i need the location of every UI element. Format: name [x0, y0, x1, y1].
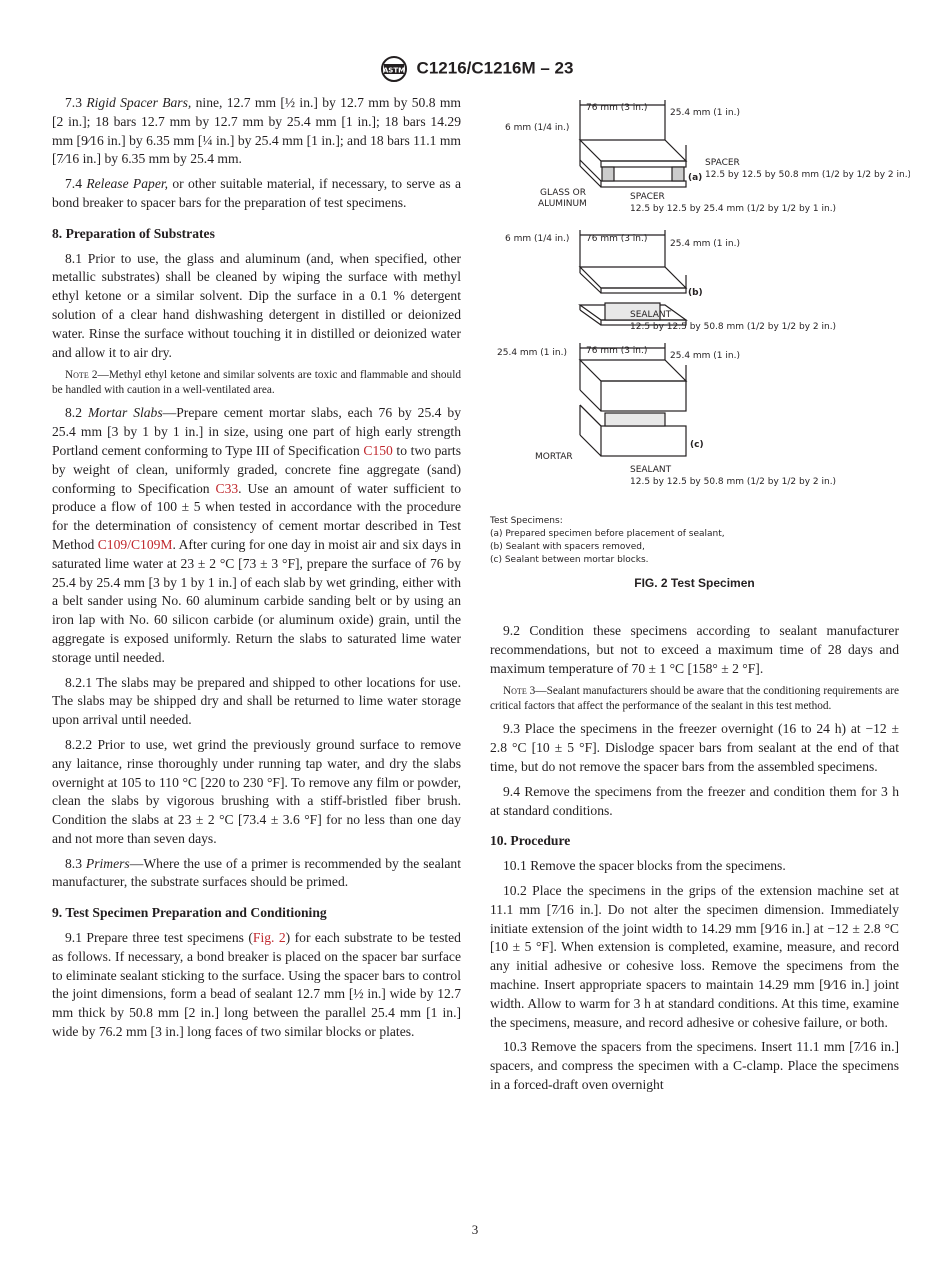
paragraph: [52, 175, 461, 213]
text-segment: . After curing for one day in moist air and six days in saturated lime water at 23 ± 2 °C [73 ± 3 °F], prepare the surface of 76 by 25.4 by 25.4 mm [3 by 1 by 1 in.] of each slab by wet grinding, either with a belt sander using No. 60 aluminum carbide sanding belt or by using an iron lap with No. 60 silicon carbide (or aluminum oxide) grain, until the aggregate is exposed uniformly. Return the slabs to saturated lime water storage until needed.: [52, 536, 461, 665]
paragraph: [490, 720, 899, 776]
glass-label-2: ALUMINUM: [538, 199, 587, 209]
dim-6-a: 6 mm (1/4 in.): [505, 123, 570, 133]
caption-line: (a) Prepared specimen before placement of sealant,: [490, 529, 725, 539]
astm-logo-icon: [377, 55, 411, 83]
caption-line: (c) Sealant between mortar blocks.: [490, 555, 649, 565]
dim-25-c-right: 25.4 mm (1 in.): [670, 351, 740, 361]
section-heading: [52, 904, 461, 923]
paragraph: [52, 736, 461, 849]
text-segment: 9.4 Remove the specimens from the freezer and condition them for 3 h at standard conditions.: [490, 783, 899, 818]
text-segment: to two parts by weight of clean, uniformly graded, concrete fine aggregate (sand) conforming to Specification: [52, 442, 461, 496]
sealant-b-size: 12.5 by 12.5 by 50.8 mm (1/2 by 1/2 by 2 in.): [630, 322, 837, 332]
text-segment: Primers: [85, 855, 130, 871]
text-segment: Mortar Slabs: [87, 405, 163, 421]
text-segment: 10.2 Place the specimens in the grips of the extension machine set at 11.1 mm [7⁄16 in.]. Do not alter the specimen dimension. Immediately initiate extension of the joint width to 14.29 mm [9⁄16 in.] at −12 ± 2.8 °C [10 ± 5 °F]. When extension is completed, examine, measure, and record any initial adhesive or cohesive loss. Remove the specimens from the machine. Insert appropriate spacers to maintain 14.29 mm [9⁄16 in.] joint width. Allow to warm for 3 h at standard conditions. At this time, examine the specimens, measure, and record adhesive or cohesive failure, or both.: [490, 882, 899, 1030]
paragraph: [490, 622, 899, 678]
text-segment: 10.3 Remove the spacers from the specimens. Insert 11.1 mm [7⁄16 in.] spacers, and compress the specimen with a C-clamp. Place the specimens in a forced-draft oven overnight: [490, 1039, 899, 1092]
paragraph: [52, 94, 461, 169]
sealant-c-size: 12.5 by 12.5 by 50.8 mm (1/2 by 1/2 by 2 in.): [630, 477, 837, 487]
paragraph: [52, 929, 461, 1042]
figure-title: FIG. 2 Test Specimen: [634, 576, 755, 590]
caption-line: (b) Sealant with spacers removed,: [490, 542, 645, 552]
reference-link[interactable]: C33: [215, 480, 239, 496]
paragraph: [490, 1038, 899, 1094]
spacer-a-label: SPACER: [705, 158, 740, 168]
dim-6-b: 6 mm (1/4 in.): [505, 234, 570, 244]
text-segment: or other suitable material, if necessary, to serve as a bond breaker to spacer bars for the preparation of test specimens.: [52, 176, 462, 210]
paragraph: [52, 855, 461, 893]
mortar-label: MORTAR: [535, 452, 573, 462]
text-segment: 3—Sealant manufacturers should be aware that the conditioning requirements are critical factors that affect the performance of the sealant in this test method.: [490, 685, 899, 713]
page-number: 3: [471, 1222, 479, 1237]
paragraph: [490, 783, 899, 821]
reference-link[interactable]: Fig. 2: [252, 930, 286, 946]
dim-25-a: 25.4 mm (1 in.): [670, 108, 740, 118]
dim-25-c-left: 25.4 mm (1 in.): [497, 348, 567, 358]
label-c: (c): [690, 440, 704, 450]
dim-76-c: 76 mm (3 in.): [586, 346, 648, 356]
sealant-b-label: SEALANT: [630, 310, 672, 320]
note: [490, 684, 899, 714]
figure-caption: [490, 515, 725, 567]
right-column: [490, 622, 899, 1101]
dim-76-b: 76 mm (3 in.): [586, 234, 648, 244]
text-segment: 7.4: [65, 176, 87, 192]
sealant-c-label: SEALANT: [630, 465, 672, 475]
text-segment: —Prepare cement mortar slabs, each 76 by 25.4 by 25.4 mm [3 by 1 by 1 in.] in size, using one part of high early strength Portland cement conforming to Type III of Specification: [52, 405, 461, 458]
reference-link[interactable]: C150: [363, 442, 393, 458]
label-a: (a): [688, 173, 703, 183]
text-segment: Release Paper,: [86, 176, 169, 192]
dim-76-a: 76 mm (3 in.): [586, 103, 648, 113]
text-segment: 9.3 Place the specimens in the freezer overnight (16 to 24 h) at −12 ± 2.8 °C [10 ± 5 °F]. Dislodge spacer bars from sealant at the end of that time, but do not remove the spacer bars from the assembled specimens.: [490, 721, 899, 774]
spacer-b-size: 12.5 by 12.5 by 25.4 mm (1/2 by 1/2 by 1 in.): [630, 204, 837, 214]
section-heading: [52, 225, 461, 244]
text-segment: 8.1 Prior to use, the glass and aluminum (and, when specified, other metallic substrates) shall be cleaned by wiping the surface with methyl ethyl ketone or a similar solvent. Dip the surface in a 0.1 % detergent solution of a clear hand dishwashing detergent in distilled or deionized water. Rinse the surface without touching it in distilled or deionized water and allow it to air dry.: [52, 250, 461, 360]
svg-text:ASTM: ASTM: [382, 66, 405, 75]
text-segment: Note: [503, 685, 527, 698]
document-designation: C1216/C1216M – 23: [416, 58, 574, 78]
glass-label-1: GLASS OR: [540, 188, 586, 198]
dim-25-b: 25.4 mm (1 in.): [670, 239, 740, 249]
text-segment: 8.2: [65, 405, 88, 421]
label-b: (b): [688, 288, 703, 298]
text-segment: 8.2.2 Prior to use, wet grind the previously ground surface to remove any laitance, rinse thoroughly under running tap water, and dry the slabs overnight at 105 to 110 °C [220 to 230 °F]. To remove any film or powder, clean the slabs by vigorous brushing with a stiff-bristled fiber brush. Condition the slabs at 23 ± 2 °C [73.4 ± 3.6 °F] for no less than one day and not more than seven days.: [52, 736, 461, 846]
section-heading: [490, 832, 899, 851]
paragraph: [490, 882, 899, 1032]
text-segment: 8.2.1 The slabs may be prepared and shipped to other locations for use. The slabs may be shipped dry and shall be returned to lime water storage upon arrival until needed.: [52, 674, 461, 728]
text-segment: Rigid Spacer Bars,: [86, 95, 192, 110]
text-segment: 10.1 Remove the spacer blocks from the specimens.: [503, 858, 786, 874]
text-segment: 7.3: [65, 95, 87, 110]
caption-line: Test Specimens:: [490, 516, 563, 526]
text-segment: 9.1 Prepare three test specimens (: [65, 930, 253, 946]
text-segment: 8.3: [65, 855, 86, 871]
text-segment: 9.2 Condition these specimens according to sealant manufacturer recommendations, but not to exceed a maximum time of 28 days and maximum temperature of 70 ± 1 °C [158° ± 2 °F].: [490, 623, 899, 676]
text-segment: 9. Test Specimen Preparation and Conditioning: [52, 905, 327, 921]
text-segment: 10. Procedure: [490, 833, 571, 849]
page-header: [0, 55, 950, 83]
note: [52, 368, 461, 398]
paragraph: [52, 674, 461, 730]
text-segment: . Use an amount of water sufficient to produce a flow of 100 ± 5 when tested in accordance with the procedure for the determination of consistency of cement mortar described in Test Method: [52, 480, 461, 552]
paragraph: [52, 250, 461, 363]
text-segment: ) for each substrate to be tested as follows. If necessary, a bond breaker is placed on the spacer bar surface to eliminate sealant sticking to the surface. Using the spacer bars to control the joint dimensions, form a bead of sealant 12.7 mm [½ in.] wide by 12.7 mm thick by 50.8 mm [2 in.] long between the parallel 25.4 mm [1 in.] wide by 76.2 mm [3 in.] long faces of two similar blocks or plates.: [52, 930, 461, 1040]
test-specimen-drawing: [490, 95, 910, 515]
text-segment: Note: [65, 369, 89, 382]
reference-link[interactable]: C109/C109M: [97, 536, 173, 552]
text-segment: 2—Methyl ethyl ketone and similar solvents are toxic and flammable and should be handled with caution in a well-ventilated area.: [52, 369, 461, 397]
text-segment: 8. Preparation of Substrates: [52, 225, 215, 241]
paragraph: [490, 857, 899, 876]
text-segment: nine, 12.7 mm [½ in.] by 12.7 mm by 50.8 mm [2 in.]; 18 bars 12.7 mm by 12.7 mm by 25.4 mm [1 in.]; 18 bars 14.29 mm [9⁄16 in.] by 6.35 mm [¼ in.] by 25.4 mm [1 in.]; and 18 bars 11.1 mm [7⁄16 in.] by 6.35 mm by 25.4 mm.: [52, 95, 461, 167]
left-column: [52, 94, 461, 1048]
spacer-b-label: SPACER: [630, 192, 665, 202]
spacer-a-size: 12.5 by 12.5 by 50.8 mm (1/2 by 1/2 by 2 in.): [705, 170, 910, 180]
paragraph: [52, 404, 461, 667]
text-segment: —Where the use of a primer is recommended by the sealant manufacturer, the substrate surfaces should be primed.: [52, 855, 461, 890]
